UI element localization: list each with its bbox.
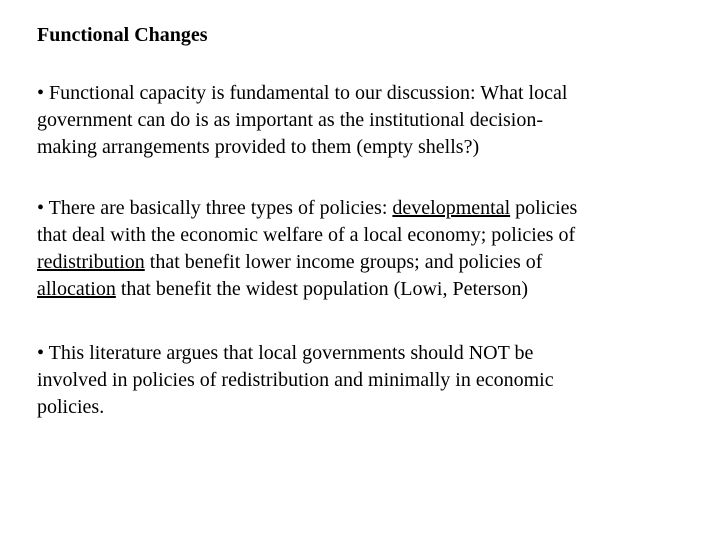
bullet-policy-types: [37, 195, 697, 303]
text-segment: policies: [510, 197, 578, 219]
text-segment: that benefit lower income groups; and policies of: [144, 251, 543, 273]
text-line: that deal with the economic welfare of a local economy; policies of: [37, 224, 576, 246]
text-line: [37, 276, 697, 303]
text-line: • This literature argues that local governments should NOT be: [37, 342, 534, 364]
bullet-literature-argument: [37, 340, 697, 421]
text-line: government can do is as important as the institutional decision-: [37, 109, 544, 131]
text-line: • Functional capacity is fundamental to our discussion: What local: [37, 82, 568, 104]
term-allocation: allocation: [37, 278, 116, 300]
text-line: involved in policies of redistribution and minimally in economic: [37, 369, 554, 391]
term-redistribution: redistribution: [37, 251, 145, 273]
term-developmental: developmental: [392, 197, 511, 219]
text-segment: • There are basically three types of policies:: [37, 197, 393, 219]
text-line: making arrangements provided to them (empty shells?): [37, 136, 480, 158]
bullet-functional-capacity: [37, 80, 697, 161]
slide-title: Functional Changes: [37, 24, 208, 46]
text-line: [37, 249, 697, 276]
text-segment: that benefit the widest population (Lowi, Peterson): [115, 278, 528, 300]
text-line: policies.: [37, 396, 105, 418]
text-line: [37, 195, 697, 222]
